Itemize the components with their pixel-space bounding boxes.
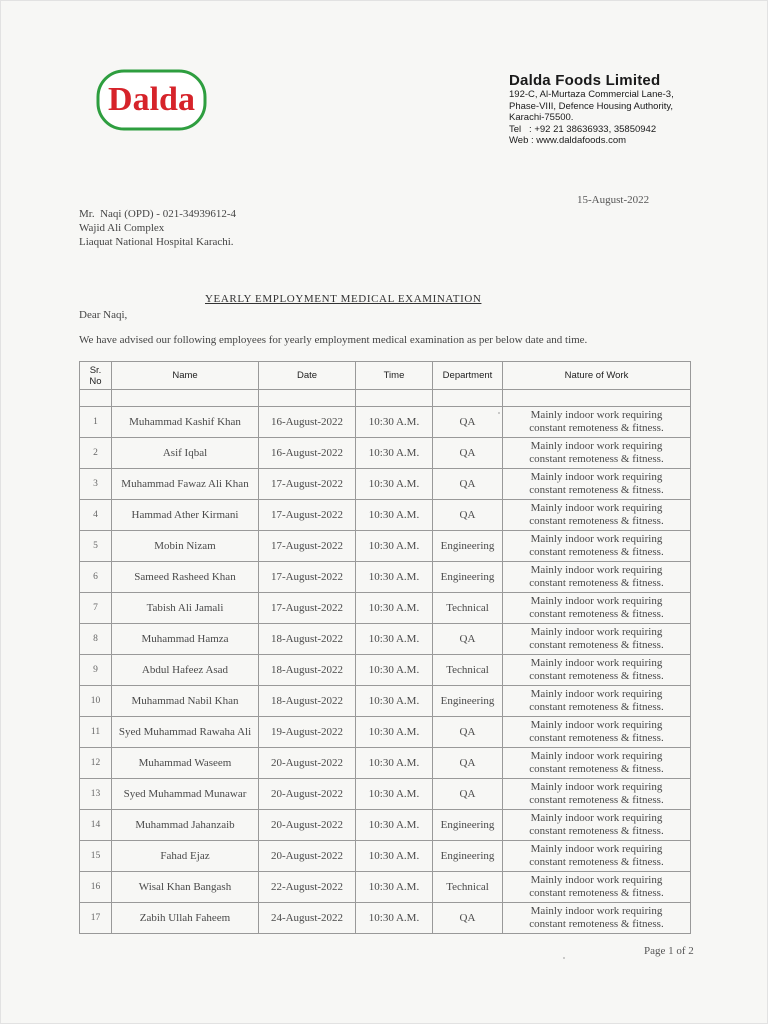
company-address-line: 192-C, Al-Murtaza Commercial Lane-3, <box>509 89 674 100</box>
cell-date: 22-August-2022 <box>259 872 356 903</box>
cell-nature-of-work: Mainly indoor work requiring constant remoteness & fitness. <box>503 841 691 872</box>
cell-time: 10:30 A.M. <box>356 717 433 748</box>
cell-name: Muhammad Fawaz Ali Khan <box>112 469 259 500</box>
cell-name: Muhammad Waseem <box>112 748 259 779</box>
letter-date: 15-August-2022 <box>577 194 650 206</box>
cell-nature-of-work: Mainly indoor work requiring constant remoteness & fitness. <box>503 562 691 593</box>
table-row <box>80 407 691 438</box>
cell-sr-no: 11 <box>80 717 112 748</box>
table-row <box>80 686 691 717</box>
cell-nature-of-work: Mainly indoor work requiring constant remoteness & fitness. <box>503 748 691 779</box>
cell-date: 16-August-2022 <box>259 407 356 438</box>
cell-time: 10:30 A.M. <box>356 779 433 810</box>
recipient-line: Liaquat National Hospital Karachi. <box>79 236 234 248</box>
cell-name: Syed Muhammad Rawaha Ali <box>112 717 259 748</box>
header-department: Department <box>433 362 503 390</box>
cell-name: Mobin Nizam <box>112 531 259 562</box>
cell-name: Hammad Ather Kirmani <box>112 500 259 531</box>
cell-name: Syed Muhammad Munawar <box>112 779 259 810</box>
table-row <box>80 748 691 779</box>
recipient-address <box>79 207 236 249</box>
cell-department: Engineering <box>433 562 503 593</box>
cell-sr-no: 14 <box>80 810 112 841</box>
company-address-line: Karachi-75500. <box>509 112 574 123</box>
cell-date: 17-August-2022 <box>259 593 356 624</box>
table-row <box>80 562 691 593</box>
cell-sr-no: 2 <box>80 438 112 469</box>
table-row <box>80 593 691 624</box>
cell-department: Technical <box>433 872 503 903</box>
company-phone: Tel : +92 21 38636933, 35850942 <box>509 123 657 135</box>
cell-department: QA <box>433 469 503 500</box>
cell-sr-no: 16 <box>80 872 112 903</box>
cell-name: Fahad Ejaz <box>112 841 259 872</box>
cell-time: 10:30 A.M. <box>356 810 433 841</box>
cell-date: 17-August-2022 <box>259 531 356 562</box>
company-info <box>509 72 674 147</box>
cell-date: 16-August-2022 <box>259 438 356 469</box>
cell-sr-no: 9 <box>80 655 112 686</box>
cell-time: 10:30 A.M. <box>356 593 433 624</box>
cell-name: Zabih Ullah Faheem <box>112 903 259 934</box>
cell-department: QA <box>433 903 503 934</box>
table-spacer-row <box>80 390 691 407</box>
cell-sr-no: 4 <box>80 500 112 531</box>
header-name: Name <box>112 362 259 390</box>
table-row <box>80 810 691 841</box>
cell-department: Engineering <box>433 686 503 717</box>
cell-date: 20-August-2022 <box>259 810 356 841</box>
cell-date: 18-August-2022 <box>259 655 356 686</box>
cell-department: QA <box>433 438 503 469</box>
company-name: Dalda Foods Limited <box>509 72 661 89</box>
cell-date: 20-August-2022 <box>259 748 356 779</box>
cell-time: 10:30 A.M. <box>356 562 433 593</box>
cell-sr-no: 3 <box>80 469 112 500</box>
cell-time: 10:30 A.M. <box>356 686 433 717</box>
cell-name: Tabish Ali Jamali <box>112 593 259 624</box>
cell-date: 18-August-2022 <box>259 624 356 655</box>
letter-subject: YEARLY EMPLOYMENT MEDICAL EXAMINATION <box>205 293 482 305</box>
table-row <box>80 717 691 748</box>
table-row <box>80 841 691 872</box>
dalda-logo <box>95 68 208 132</box>
cell-time: 10:30 A.M. <box>356 903 433 934</box>
cell-date: 24-August-2022 <box>259 903 356 934</box>
cell-nature-of-work: Mainly indoor work requiring constant remoteness & fitness. <box>503 531 691 562</box>
cell-name: Muhammad Kashif Khan <box>112 407 259 438</box>
table-row <box>80 469 691 500</box>
cell-sr-no: 6 <box>80 562 112 593</box>
cell-nature-of-work: Mainly indoor work requiring constant remoteness & fitness. <box>503 407 691 438</box>
cell-name: Sameed Rasheed Khan <box>112 562 259 593</box>
cell-sr-no: 8 <box>80 624 112 655</box>
cell-time: 10:30 A.M. <box>356 872 433 903</box>
cell-department: QA <box>433 500 503 531</box>
cell-name: Wisal Khan Bangash <box>112 872 259 903</box>
cell-name: Muhammad Jahanzaib <box>112 810 259 841</box>
cell-date: 20-August-2022 <box>259 779 356 810</box>
recipient-line: Mr. Naqi (OPD) - 021-34939612-4 <box>79 208 237 220</box>
company-website: Web : www.daldafoods.com <box>509 135 627 146</box>
cell-nature-of-work: Mainly indoor work requiring constant remoteness & fitness. <box>503 717 691 748</box>
cell-date: 20-August-2022 <box>259 841 356 872</box>
header-date: Date <box>259 362 356 390</box>
cell-sr-no: 7 <box>80 593 112 624</box>
table-row <box>80 624 691 655</box>
cell-nature-of-work: Mainly indoor work requiring constant remoteness & fitness. <box>503 686 691 717</box>
cell-department: Engineering <box>433 841 503 872</box>
cell-department: QA <box>433 779 503 810</box>
cell-nature-of-work: Mainly indoor work requiring constant remoteness & fitness. <box>503 903 691 934</box>
cell-date: 18-August-2022 <box>259 686 356 717</box>
table-row <box>80 438 691 469</box>
cell-sr-no: 15 <box>80 841 112 872</box>
cell-sr-no: 17 <box>80 903 112 934</box>
cell-nature-of-work: Mainly indoor work requiring constant remoteness & fitness. <box>503 593 691 624</box>
salutation: Dear Naqi, <box>79 309 128 321</box>
cell-date: 17-August-2022 <box>259 469 356 500</box>
cell-name: Abdul Hafeez Asad <box>112 655 259 686</box>
cell-department: QA <box>433 624 503 655</box>
cell-department: Technical <box>433 655 503 686</box>
table-row <box>80 779 691 810</box>
table-row <box>80 655 691 686</box>
cell-sr-no: 10 <box>80 686 112 717</box>
company-address-line: Phase-VIII, Defence Housing Authority, <box>509 100 674 112</box>
cell-department: QA <box>433 717 503 748</box>
scan-speck <box>498 412 500 414</box>
table-header-row <box>80 362 691 390</box>
recipient-line: Wajid Ali Complex <box>79 222 165 234</box>
cell-name: Asif Iqbal <box>112 438 259 469</box>
cell-date: 19-August-2022 <box>259 717 356 748</box>
employee-table <box>79 361 691 934</box>
cell-nature-of-work: Mainly indoor work requiring constant remoteness & fitness. <box>503 655 691 686</box>
cell-date: 17-August-2022 <box>259 500 356 531</box>
logo-text: Dalda <box>108 81 195 118</box>
cell-department: Engineering <box>433 810 503 841</box>
cell-nature-of-work: Mainly indoor work requiring constant remoteness & fitness. <box>503 779 691 810</box>
cell-department: QA <box>433 407 503 438</box>
cell-sr-no: 13 <box>80 779 112 810</box>
cell-time: 10:30 A.M. <box>356 655 433 686</box>
intro-paragraph: We have advised our following employees for yearly employment medical examination as per below date and time. <box>79 334 588 346</box>
cell-department: Engineering <box>433 531 503 562</box>
cell-time: 10:30 A.M. <box>356 438 433 469</box>
header-nature-of-work: Nature of Work <box>503 362 691 390</box>
table-row <box>80 872 691 903</box>
cell-time: 10:30 A.M. <box>356 500 433 531</box>
table-row <box>80 500 691 531</box>
cell-name: Muhammad Nabil Khan <box>112 686 259 717</box>
page-number: Page 1 of 2 <box>644 945 694 957</box>
cell-time: 10:30 A.M. <box>356 469 433 500</box>
cell-sr-no: 5 <box>80 531 112 562</box>
cell-time: 10:30 A.M. <box>356 841 433 872</box>
cell-sr-no: 1 <box>80 407 112 438</box>
cell-nature-of-work: Mainly indoor work requiring constant remoteness & fitness. <box>503 438 691 469</box>
table-row <box>80 903 691 934</box>
cell-time: 10:30 A.M. <box>356 748 433 779</box>
cell-nature-of-work: Mainly indoor work requiring constant remoteness & fitness. <box>503 469 691 500</box>
cell-nature-of-work: Mainly indoor work requiring constant remoteness & fitness. <box>503 624 691 655</box>
header-time: Time <box>356 362 433 390</box>
cell-department: QA <box>433 748 503 779</box>
cell-sr-no: 12 <box>80 748 112 779</box>
cell-time: 10:30 A.M. <box>356 531 433 562</box>
cell-nature-of-work: Mainly indoor work requiring constant remoteness & fitness. <box>503 872 691 903</box>
scan-speck <box>563 957 565 959</box>
cell-time: 10:30 A.M. <box>356 624 433 655</box>
header-sr-no: Sr. No <box>80 362 112 390</box>
cell-name: Muhammad Hamza <box>112 624 259 655</box>
cell-date: 17-August-2022 <box>259 562 356 593</box>
cell-time: 10:30 A.M. <box>356 407 433 438</box>
cell-nature-of-work: Mainly indoor work requiring constant remoteness & fitness. <box>503 500 691 531</box>
table-row <box>80 531 691 562</box>
cell-department: Technical <box>433 593 503 624</box>
cell-nature-of-work: Mainly indoor work requiring constant remoteness & fitness. <box>503 810 691 841</box>
